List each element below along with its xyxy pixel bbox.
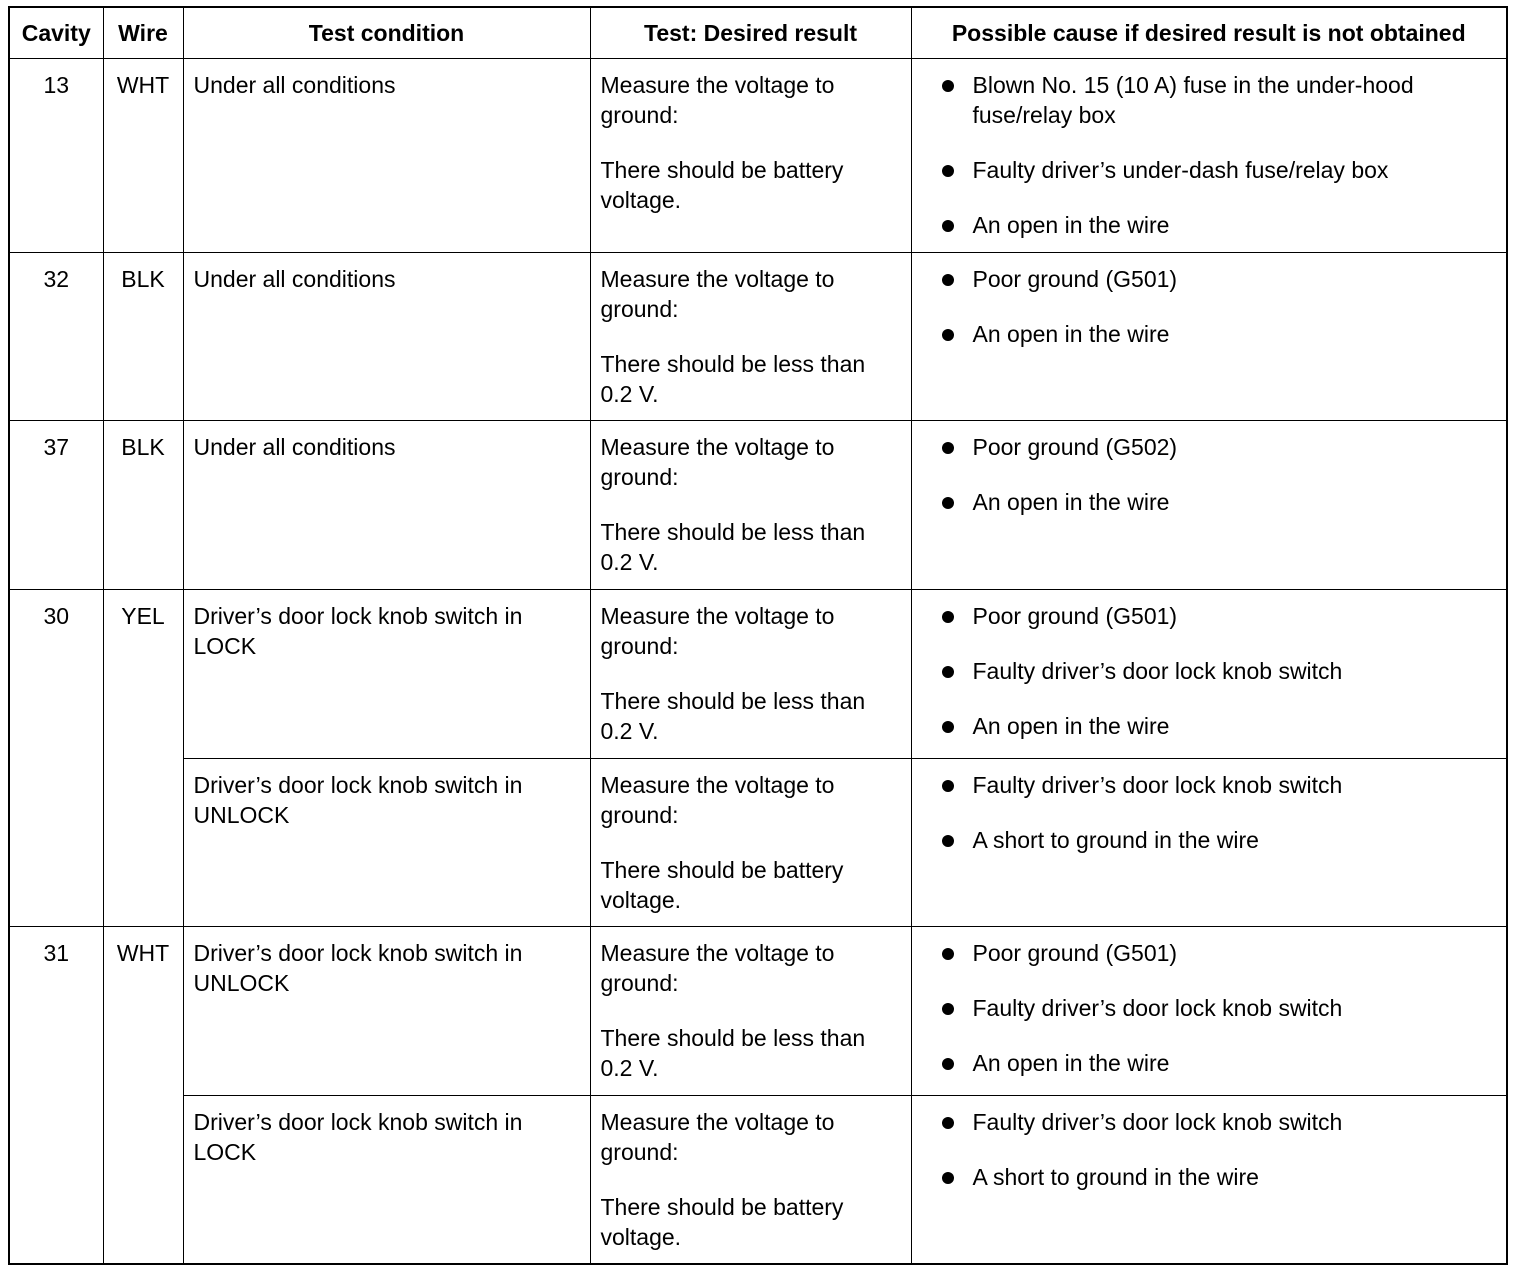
bullet-icon — [942, 1172, 954, 1184]
condition-cell: Driver’s door lock knob switch in LOCK — [183, 590, 590, 759]
result-cell — [590, 59, 911, 253]
measure-text: Measure the voltage to ground: — [600, 1109, 835, 1165]
condition-cell: Driver’s door lock knob switch in UNLOCK — [183, 759, 590, 927]
bullet-icon — [942, 329, 954, 341]
cause-item: Faulty driver’s door lock knob switch — [922, 993, 1497, 1023]
cause-item: An open in the wire — [922, 711, 1497, 741]
expected-text: There should be less than 0.2 V. — [600, 351, 866, 407]
cavity-cell: 13 — [9, 59, 103, 253]
cause-item: Poor ground (G501) — [922, 601, 1497, 631]
table-row — [9, 421, 1507, 590]
cause-item: Poor ground (G501) — [922, 264, 1497, 294]
expected-text: There should be less than 0.2 V. — [600, 1025, 866, 1081]
bullet-icon — [942, 948, 954, 960]
bullet-icon — [942, 220, 954, 232]
cause-item: A short to ground in the wire — [922, 825, 1497, 855]
cause-item: An open in the wire — [922, 487, 1497, 517]
bullet-icon — [942, 611, 954, 623]
bullet-icon — [942, 80, 954, 92]
causes-cell — [911, 759, 1507, 927]
measure-text: Measure the voltage to ground: — [600, 266, 835, 322]
result-cell — [590, 759, 911, 927]
bullet-icon — [942, 721, 954, 733]
measure-text: Measure the voltage to ground: — [600, 434, 835, 490]
result-cell — [590, 927, 911, 1096]
result-cell — [590, 253, 911, 421]
cause-item: An open in the wire — [922, 1048, 1497, 1078]
bullet-icon — [942, 442, 954, 454]
causes-list — [922, 938, 1497, 1078]
cause-item: Poor ground (G502) — [922, 432, 1497, 462]
causes-list — [922, 770, 1497, 855]
causes-list — [922, 70, 1497, 240]
cavity-cell: 30 — [9, 590, 103, 927]
cause-item: An open in the wire — [922, 319, 1497, 349]
causes-cell — [911, 590, 1507, 759]
bullet-icon — [942, 835, 954, 847]
cause-item: Faulty driver’s under-dash fuse/relay box — [922, 155, 1497, 185]
bullet-icon — [942, 1117, 954, 1129]
cause-item: An open in the wire — [922, 210, 1497, 240]
causes-list — [922, 601, 1497, 741]
table-row — [9, 1096, 1507, 1264]
expected-text: There should be battery voltage. — [600, 157, 844, 213]
cause-item: Blown No. 15 (10 A) fuse in the under-hood fuse/relay box — [922, 70, 1497, 130]
condition-cell: Under all conditions — [183, 421, 590, 590]
table-row — [9, 759, 1507, 927]
bullet-icon — [942, 1058, 954, 1070]
cavity-cell: 32 — [9, 253, 103, 421]
condition-cell: Driver’s door lock knob switch in LOCK — [183, 1096, 590, 1264]
causes-cell — [911, 1096, 1507, 1264]
expected-text: There should be less than 0.2 V. — [600, 519, 866, 575]
causes-cell — [911, 421, 1507, 590]
causes-cell — [911, 59, 1507, 253]
cavity-cell: 31 — [9, 927, 103, 1264]
result-cell — [590, 590, 911, 759]
causes-cell — [911, 253, 1507, 421]
table-row — [9, 59, 1507, 253]
wire-cell: YEL — [103, 590, 183, 927]
condition-cell: Under all conditions — [183, 59, 590, 253]
header-possible-cause: Possible cause if desired result is not obtained — [911, 7, 1507, 59]
measure-text: Measure the voltage to ground: — [600, 940, 835, 996]
bullet-icon — [942, 1003, 954, 1015]
header-wire: Wire — [103, 7, 183, 59]
result-cell — [590, 1096, 911, 1264]
expected-text: There should be less than 0.2 V. — [600, 688, 866, 744]
measure-text: Measure the voltage to ground: — [600, 772, 835, 828]
header-test-condition: Test condition — [183, 7, 590, 59]
bullet-icon — [942, 274, 954, 286]
causes-list — [922, 432, 1497, 517]
condition-cell: Driver’s door lock knob switch in UNLOCK — [183, 927, 590, 1096]
cavity-cell: 37 — [9, 421, 103, 590]
wire-cell: BLK — [103, 421, 183, 590]
cause-item: A short to ground in the wire — [922, 1162, 1497, 1192]
table-row — [9, 927, 1507, 1096]
cause-item: Poor ground (G501) — [922, 938, 1497, 968]
header-cavity: Cavity — [9, 7, 103, 59]
expected-text: There should be battery voltage. — [600, 1194, 844, 1250]
table-row — [9, 590, 1507, 759]
expected-text: There should be battery voltage. — [600, 857, 844, 913]
cause-item: Faulty driver’s door lock knob switch — [922, 770, 1497, 800]
condition-cell: Under all conditions — [183, 253, 590, 421]
bullet-icon — [942, 780, 954, 792]
bullet-icon — [942, 497, 954, 509]
wire-cell: BLK — [103, 253, 183, 421]
result-cell — [590, 421, 911, 590]
header-desired-result: Test: Desired result — [590, 7, 911, 59]
wire-cell: WHT — [103, 927, 183, 1264]
cause-item: Faulty driver’s door lock knob switch — [922, 1107, 1497, 1137]
bullet-icon — [942, 666, 954, 678]
header-row — [9, 7, 1507, 59]
measure-text: Measure the voltage to ground: — [600, 72, 835, 128]
causes-list — [922, 1107, 1497, 1192]
cause-item: Faulty driver’s door lock knob switch — [922, 656, 1497, 686]
measure-text: Measure the voltage to ground: — [600, 603, 835, 659]
bullet-icon — [942, 165, 954, 177]
connector-test-table — [8, 6, 1508, 1265]
table-row — [9, 253, 1507, 421]
wire-cell: WHT — [103, 59, 183, 253]
causes-list — [922, 264, 1497, 349]
causes-cell — [911, 927, 1507, 1096]
